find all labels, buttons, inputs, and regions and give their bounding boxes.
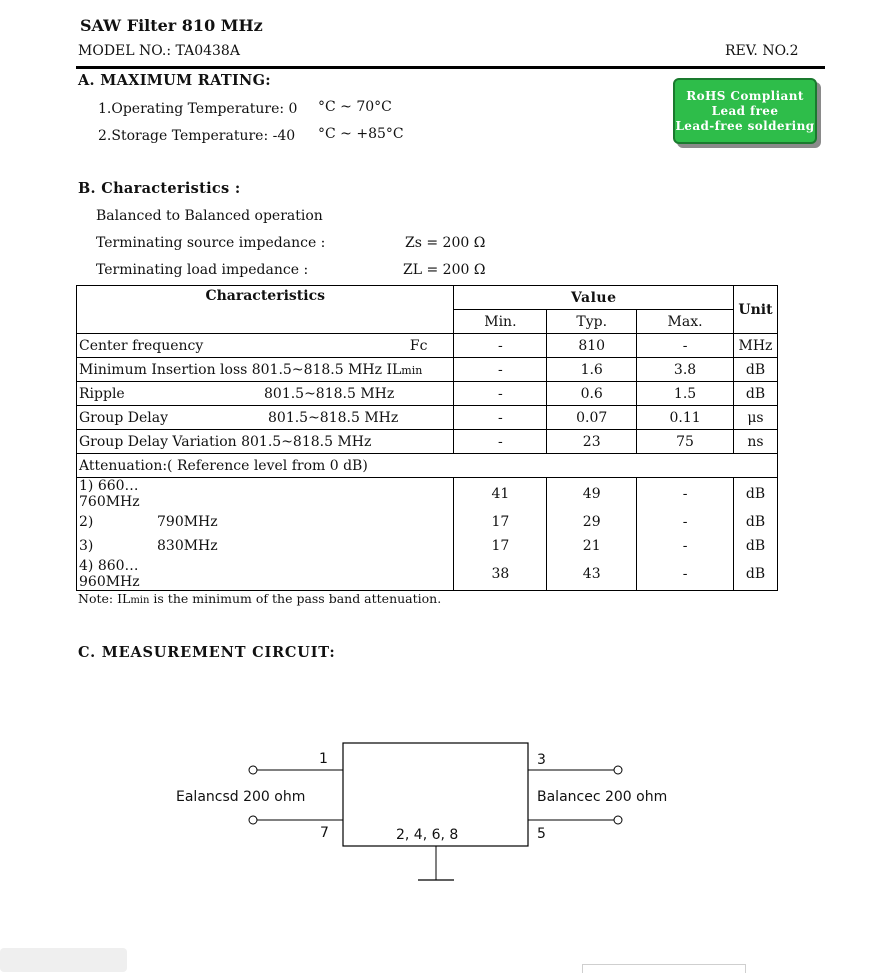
table-header-row (77, 286, 778, 310)
operating-temp-label: 1.Operating Temperature: 0 (98, 101, 298, 117)
cell-typ: 49 (547, 478, 637, 511)
cell-max: - (637, 510, 734, 534)
cell-min: 38 (454, 558, 547, 591)
insertion-loss-label: Minimum Insertion loss 801.5~818.5 MHz IL (79, 361, 402, 378)
cell-max: - (637, 334, 734, 358)
table-row (77, 454, 778, 478)
cell-typ: 21 (547, 534, 637, 558)
cell-max: 75 (637, 430, 734, 454)
left-impedance-label: Ealancsd 200 ohm (176, 789, 306, 805)
cell-typ: 43 (547, 558, 637, 591)
cell-unit: dB (733, 558, 777, 591)
table-row (77, 382, 778, 406)
table-row (77, 478, 778, 511)
attenuation-header: Attenuation:( Reference level from 0 dB) (77, 454, 778, 478)
cell-min: - (454, 430, 547, 454)
attenuation-freq: 830MHz (157, 538, 218, 554)
pin1-label: 1 (319, 751, 328, 767)
terminal-pin1 (249, 766, 257, 774)
header-rule (76, 66, 825, 69)
cell-typ: 0.07 (547, 406, 637, 430)
cell-min: - (454, 406, 547, 430)
section-a-title: A. MAXIMUM RATING: (78, 72, 271, 89)
note-prefix: Note: IL (78, 591, 131, 606)
cell-max: 0.11 (637, 406, 734, 430)
header-max: Max. (637, 310, 734, 334)
table-row (77, 534, 778, 558)
rohs-line-soldering: Lead-free soldering (675, 119, 815, 133)
cell-unit: dB (733, 510, 777, 534)
row-label (77, 534, 454, 558)
cell-max: - (637, 558, 734, 591)
cell-unit: μs (733, 406, 777, 430)
table-row (77, 558, 778, 591)
center-frequency-label: Center frequency (79, 337, 204, 354)
table-row (77, 430, 778, 454)
cell-unit: dB (733, 534, 777, 558)
group-delay-band: 801.5~818.5 MHz (268, 409, 399, 426)
revision-number: REV. NO.2 (725, 43, 799, 59)
section-c-title: C. MEASUREMENT CIRCUIT: (78, 644, 336, 661)
operating-temp-value: °C ~ 70°C (318, 99, 392, 115)
row-label (77, 382, 454, 406)
row-label (77, 358, 454, 382)
right-impedance-label: Balancec 200 ohm (537, 789, 668, 805)
document-title: SAW Filter 810 MHz (80, 16, 263, 35)
bottom-scroll-bar[interactable] (0, 948, 127, 972)
cell-max: 1.5 (637, 382, 734, 406)
table-note (78, 591, 441, 606)
cell-max: 3.8 (637, 358, 734, 382)
ground-pins-label: 2, 4, 6, 8 (396, 827, 459, 843)
measurement-circuit-diagram (160, 730, 720, 900)
header-typ: Typ. (547, 310, 637, 334)
characteristics-table (76, 285, 778, 591)
cell-typ: 0.6 (547, 382, 637, 406)
cell-unit: dB (733, 358, 777, 382)
storage-temp-value: °C ~ +85°C (318, 126, 404, 142)
cell-unit: ns (733, 430, 777, 454)
cell-unit: dB (733, 382, 777, 406)
attenuation-index: 3) (79, 538, 94, 554)
row-label (77, 334, 454, 358)
rohs-line-compliant: RoHS Compliant (686, 89, 804, 103)
cell-max: - (637, 478, 734, 511)
header-unit: Unit (733, 286, 777, 334)
cell-typ: 810 (547, 334, 637, 358)
cell-unit: MHz (733, 334, 777, 358)
group-delay-variation-label: Group Delay Variation 801.5~818.5 MHz (77, 430, 454, 454)
ripple-label: Ripple (79, 385, 125, 402)
load-impedance-value: ZL = 200 Ω (403, 262, 486, 278)
rohs-line-lead-free: Lead free (711, 104, 779, 118)
cell-min: - (454, 382, 547, 406)
header-min: Min. (454, 310, 547, 334)
attenuation-index: 2) (79, 514, 94, 530)
cell-min: 17 (454, 534, 547, 558)
note-subscript: min (130, 595, 150, 606)
cell-max: - (637, 534, 734, 558)
attenuation-freq: 790MHz (157, 514, 218, 530)
model-number: MODEL NO.: TA0438A (78, 43, 240, 59)
storage-temp-label: 2.Storage Temperature: -40 (98, 128, 296, 144)
cell-min: - (454, 358, 547, 382)
section-b-title: B. Characteristics : (78, 180, 241, 197)
table-row (77, 510, 778, 534)
pin5-label: 5 (537, 826, 546, 842)
header-value: Value (454, 286, 734, 310)
cell-min: 17 (454, 510, 547, 534)
pin3-label: 3 (537, 752, 546, 768)
cell-min: 41 (454, 478, 547, 511)
fc-symbol: Fc (409, 337, 428, 354)
group-delay-label: Group Delay (79, 409, 168, 426)
terminal-pin3 (614, 766, 622, 774)
source-impedance-value: Zs = 200 Ω (405, 235, 486, 251)
terminal-pin5 (614, 816, 622, 824)
attenuation-index: 4) 860…960MHz (79, 558, 140, 590)
row-label (77, 558, 454, 591)
cell-typ: 29 (547, 510, 637, 534)
cell-typ: 1.6 (547, 358, 637, 382)
row-label (77, 406, 454, 430)
note-text: is the minimum of the pass band attenuation. (149, 591, 442, 606)
operation-mode: Balanced to Balanced operation (96, 208, 323, 224)
cell-unit: dB (733, 478, 777, 511)
load-impedance-label: Terminating load impedance : (96, 262, 309, 278)
row-label (77, 478, 454, 511)
row-label (77, 510, 454, 534)
attenuation-index: 1) 660…760MHz (79, 478, 140, 510)
header-characteristics: Characteristics (77, 286, 454, 334)
table-row (77, 358, 778, 382)
rohs-badge (673, 78, 817, 144)
insertion-loss-subscript: min (401, 363, 423, 377)
cell-min: - (454, 334, 547, 358)
table-row (77, 406, 778, 430)
ripple-band: 801.5~818.5 MHz (264, 385, 395, 402)
pin7-label: 7 (320, 825, 329, 841)
source-impedance-label: Terminating source impedance : (96, 235, 326, 251)
terminal-pin7 (249, 816, 257, 824)
table-row (77, 334, 778, 358)
cell-typ: 23 (547, 430, 637, 454)
